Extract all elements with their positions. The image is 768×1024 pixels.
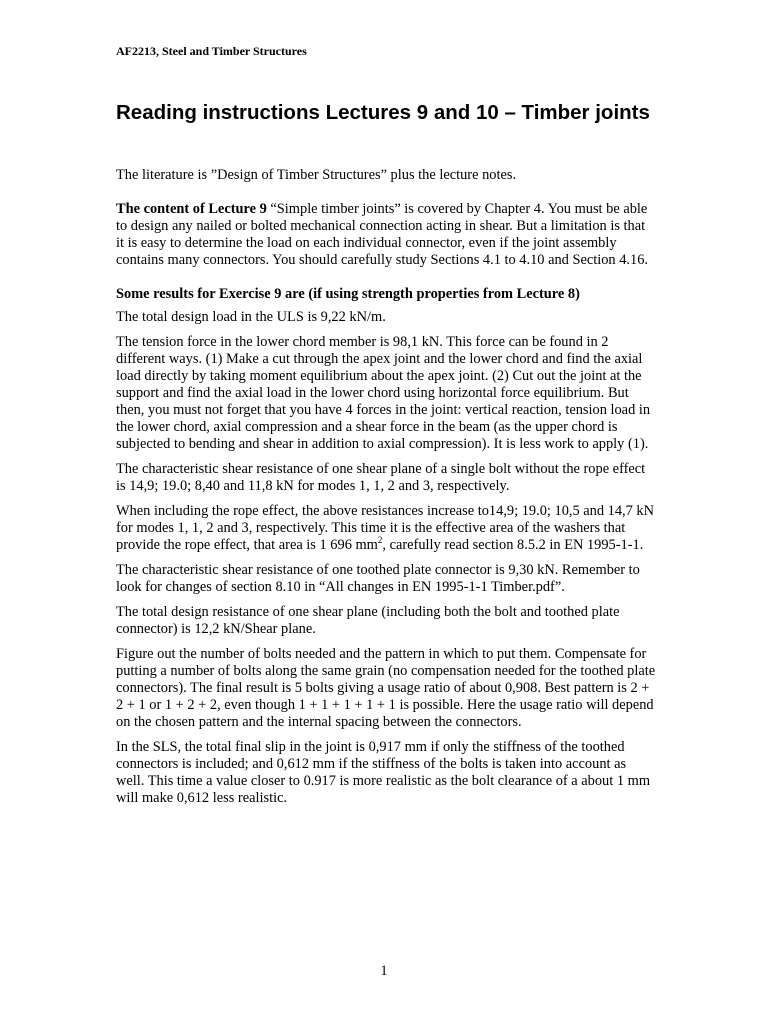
total-design-resistance-paragraph: The total design resistance of one shear plane (including both the bolt and toothed plate connector) is 12,2 kN/Shear plane.	[116, 604, 620, 637]
rope-effect-paragraph	[116, 503, 656, 554]
tension-force-paragraph: The tension force in the lower chord member is 98,1 kN. This force can be found in 2 different ways. (1) Make a cut through the apex joint and the lower chord and find the axial load directly by taking moment equilibrium about the apex joint. (2) Cut out the joint at the support and find the axial load in the lower chord using horizontal force equilibrium. But then, you must not forget that you have 4 forces in the joint: vertical reaction, tension load in the lower chord, axial compression and a shear force in the beam (as the upper chord is subjected to bending and shear in addition to axial compression). It is less work to apply (1).	[116, 334, 651, 452]
lecture-9-content-text: “Simple timber joints” is covered by Chapter 4. You must be able to design any nailed or bolted mechanical connection acting in shear. But a limitation is that it is easy to determine the load on each individual connector, even if the joint assembly contains many connectors. You should carefully study Sections 4.1 to 4.10 and Section 4.16.	[116, 201, 648, 268]
shear-resistance-paragraph: The characteristic shear resistance of one shear plane of a single bolt without the rope effect is 14,9; 19.0; 8,40 and 11,8 kN for modes 1, 1, 2 and 3, respectively.	[116, 461, 646, 494]
literature-paragraph: The literature is ”Design of Timber Structures” plus the lecture notes.	[116, 167, 517, 183]
lecture-9-content-paragraph	[116, 201, 656, 269]
page-title: Reading instructions Lectures 9 and 10 – Timber joints	[116, 101, 650, 124]
toothed-plate-paragraph: The characteristic shear resistance of one toothed plate connector is 9,30 kN. Remember to look for changes of section 8.10 in “All changes in EN 1995-1-1 Timber.pdf”.	[116, 562, 640, 595]
rope-effect-text-end: , carefully read section 8.5.2 in EN 1995-1-1.	[382, 537, 644, 553]
bolt-pattern-paragraph: Figure out the number of bolts needed and the pattern in which to put them. Compensate for putting a number of bolts along the same grain (no compensation needed for the toothed plate connectors). The final result is 5 bolts giving a usage ratio of about 0,908. Best pattern is 2 + 2 + 1 or 1 + 2 + 2, even though 1 + 1 + 1 + 1 + 1 is possible. Here the usage ratio will depend on the chosen pattern and the internal spacing between the connectors.	[116, 646, 656, 730]
lecture-9-lead: The content of Lecture 9	[116, 201, 267, 217]
sls-slip-paragraph: In the SLS, the total final slip in the joint is 0,917 mm if only the stiffness of the toothed connectors is included; and 0,612 mm if the stiffness of the bolts is taken into account as well. This time a value closer to 0.917 is more realistic as the bolt clearance of a about 1 mm will make 0,612 less realistic.	[116, 739, 651, 806]
exercise-results-heading: Some results for Exercise 9 are (if using strength properties from Lecture 8)	[116, 286, 580, 302]
squared-superscript: 2	[377, 535, 383, 546]
course-header: AF2213, Steel and Timber Structures	[116, 44, 307, 58]
design-load-paragraph: The total design load in the ULS is 9,22 kN/m.	[116, 309, 386, 325]
document-body	[116, 167, 656, 815]
page-number: 1	[380, 963, 388, 979]
rope-effect-text-start: When including the rope effect, the above resistances increase to14,9; 19.0; 10,5 and 14,7 kN for modes 1, 1, 2 and 3, respectively. This time it is the effective area of the washers that provide the rope effect, that area is 1 696 mm	[116, 503, 655, 553]
